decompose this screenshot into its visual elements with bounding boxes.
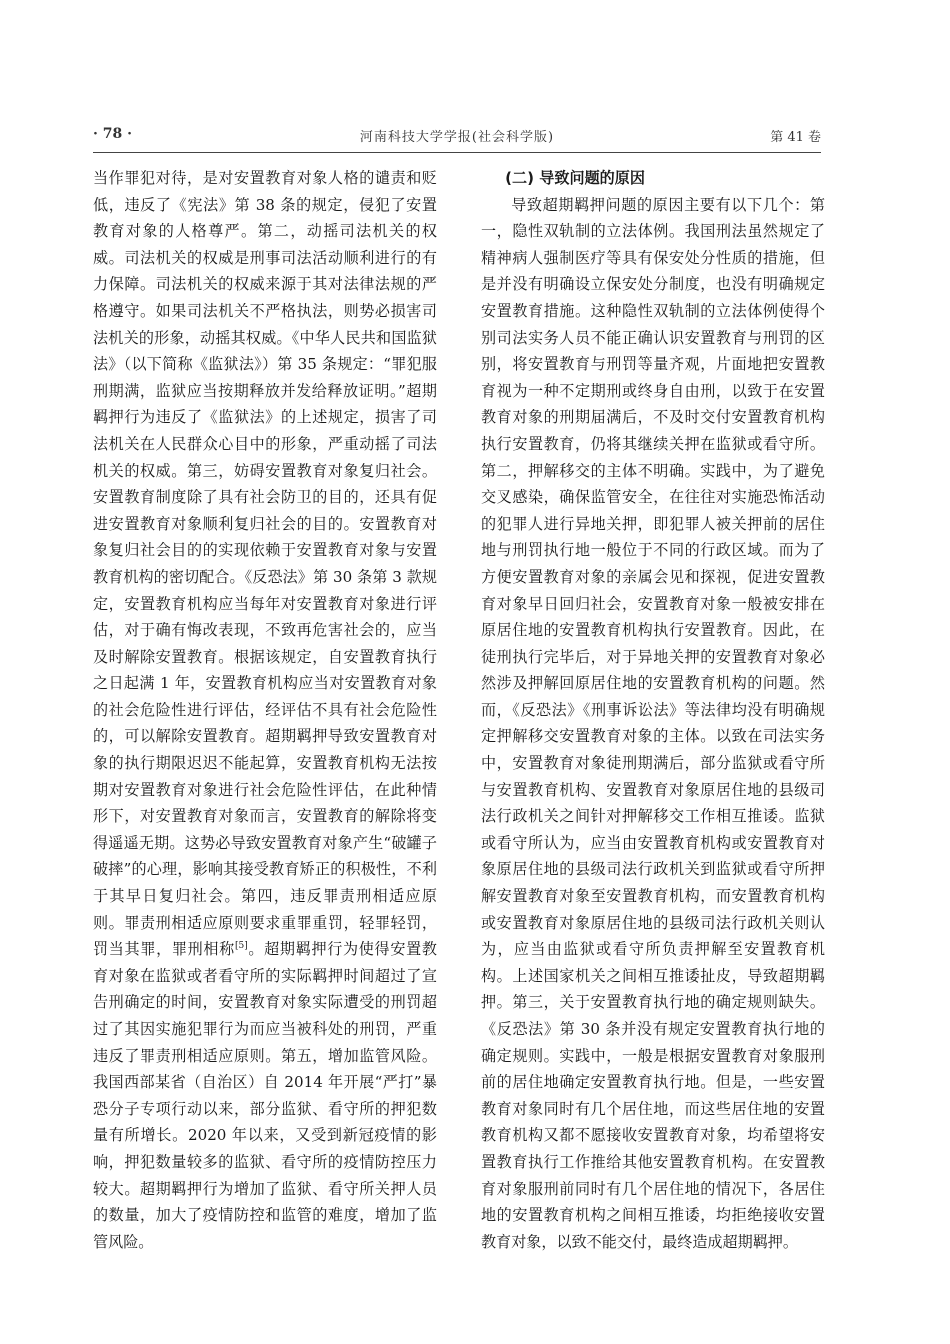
body-paragraph (93, 165, 437, 1255)
citation-mark: [5] (234, 941, 248, 952)
right-column (481, 165, 825, 1255)
body-paragraph: 导致超期羁押问题的原因主要有以下几个：第一，隐性双轨制的立法体例。我国刑法虽然规定了精神病人强制医疗等具有保安处分性质的措施，但是并没有明确设立保安处分制度，也没有明确规定安置教育措施。这种隐性双轨制的立法体例使得个别司法实务人员不能正确认识安置教育与刑罚的区别，将安置教育与刑罚等量齐观，片面地把安置教育视为一种不定期刑或终身自由刑，以致于在安置教育对象的刑期届满后，不及时交付安置教育机构执行安置教育，仍将其继续关押在监狱或看守所。第二，押解移交的主体不明确。实践中，为了避免交叉感染，确保监管安全，在往往对实施恐怖活动的犯罪人进行异地关押，即犯罪人被关押前的居住地与刑罚执行地一般位于不同的行政区域。而为了方便安置教育对象的亲属会见和探视，促进安置教育对象早日回归社会，安置教育对象一般被安排在原居住地的安置教育机构执行安置教育。因此，在徒刑执行完毕后，对于异地关押的安置教育对象必然涉及押解回原居住地的安置教育机构的问题。然而，《反恐法》《刑事诉讼法》等法律均没有明确规定押解移交安置教育对象的主体。以致在司法实务中，安置教育对象徒刑期满后，部分监狱或看守所与安置教育机构、安置教育对象原居住地的县级司法行政机关之间针对押解移交工作相互推诿。监狱或看守所认为，应当由安置教育机构或安置教育对象原居住地的县级司法行政机关到监狱或看守所押解安置教育对象至安置教育机构，而安置教育机构或安置教育对象原居住地的县级司法行政机关则认为，应当由监狱或看守所负责押解至安置教育机构。上述国家机关之间相互推诿扯皮，导致超期羁押。第三，关于安置教育执行地的确定规则缺失。《反恐法》第 30 条并没有规定安置教育执行地的确定规则。实践中，一般是根据安置教育对象服刑前的居住地确定安置教育执行地。但是，一些安置教育对象同时有几个居住地，而这些居住地的安置教育机构又都不愿接收安置教育对象，均希望将安置教育执行工作推给其他安置教育机构。在安置教育对象服刑前同时有几个居住地的情况下，各居住地的安置教育机构之间相互推诿，均拒绝接收安置教育对象，以致不能交付，最终造成超期羁押。 (481, 195, 825, 1251)
volume-number: 第 41 卷 (770, 130, 821, 145)
journal-title: 河南科技大学学报(社会科学版) (359, 130, 555, 145)
page-number: · 78 · (93, 126, 132, 142)
left-column (93, 165, 437, 1255)
paragraph-text: 当作罪犯对待，是对安置教育对象人格的谴责和贬低，违反了《宪法》第 38 条的规定，侵犯了安置教育对象的人格尊严。第二，动摇司法机关的权威。司法机关的权威是刑事司法活动顺利进行的有力保障。司法机关的权威来源于其对法律法规的严格遵守。如果司法机关不严格执法，则势必损害司法机关的形象，动摇其权威。《中华人民共和国监狱法》（以下简称《监狱法》）第 35 条规定：“罪犯服刑期满，监狱应当按期释放并发给释放证明。”超期羁押行为违反了《监狱法》的上述规定，损害了司法机关在人民群众心目中的形象，严重动摇了司法机关的权威。第三，妨碍安置教育对象复归社会。安置教育制度除了具有社会防卫的目的，还具有促进安置教育对象顺利复归社会的目的。安置教育对象复归社会目的的实现依赖于安置教育对象与安置教育机构的密切配合。《反恐法》第 30 条第 3 款规定，安置教育机构应当每年对安置教育对象进行评估，对于确有悔改表现，不致再危害社会的，应当及时解除安置教育。根据该规定，自安置教育执行之日起满 1 年，安置教育机构应当对安置教育对象的社会危险性进行评估，经评估不具有社会危险性的，可以解除安置教育。超期羁押导致安置教育对象的执行期限迟迟不能起算，安置教育机构无法按期对安置教育对象进行社会危险性评估，在此种情形下，对安置教育对象而言，安置教育的解除将变得遥遥无期。这势必导致安置教育对象产生“破罐子破摔”的心理，影响其接受教育矫正的积极性，不利于其早日复归社会。第四，违反罪责刑相适应原则。罪责刑相适应原则要求重罪重罚，轻罪轻罚，罚当其罪，罪刑相称 (93, 169, 437, 959)
running-header (93, 126, 821, 153)
paragraph-text-tail: 。超期羁押行为使得安置教育对象在监狱或者看守所的实际羁押时间超过了宣告刑确定的时间，安置教育对象实际遭受的刑罚超过了其因实施犯罪行为而应当被科处的刑罚，严重违反了罪责刑相适应原则。第五，增加监管风险。我国西部某省（自治区）自 2014 年开展“严打”暴恐分子专项行动以来，部分监狱、看守所的押犯数量有所增长。2020 年以来，又受到新冠疫情的影响，押犯数量较多的监狱、看守所的疫情防控压力较大。超期羁押行为增加了监狱、看守所关押人员的数量，加大了疫情防控和监管的难度，增加了监管风险。 (93, 940, 437, 1251)
section-heading: (二) 导致问题的原因 (505, 169, 645, 187)
